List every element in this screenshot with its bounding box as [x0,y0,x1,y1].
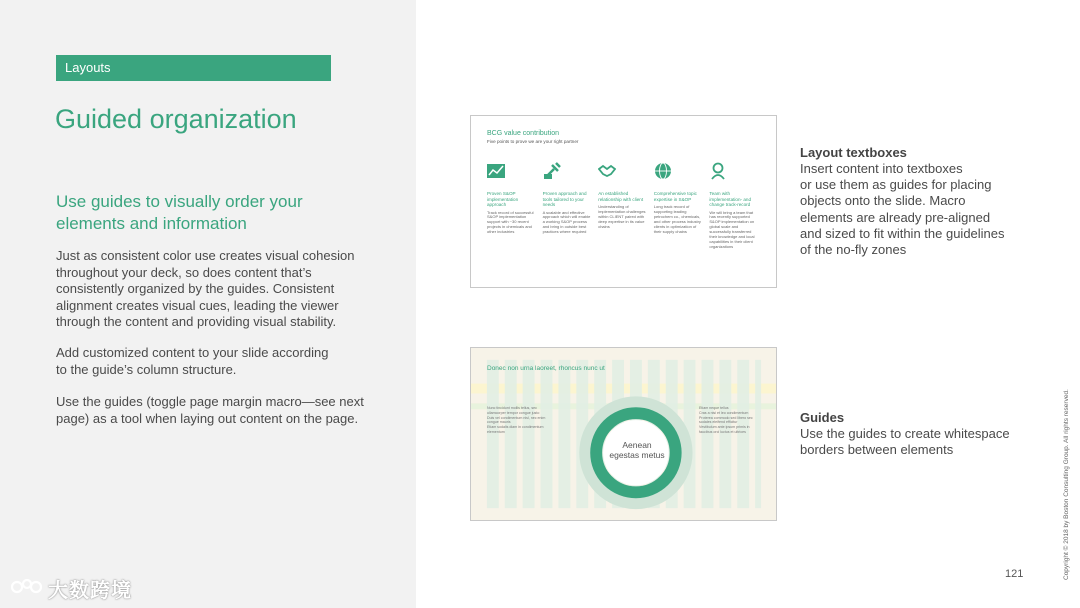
thumb-title: BCG value contribution [487,130,559,137]
thumb-column-title: An established relationship with client [598,191,644,202]
thumb-column-body: Long track record of supporting leading petrochem co., chemicals, and other process industry clients in optimization of their supply chains [653,204,701,234]
body-paragraph-3: Use the guides (toggle page margin macro—see next page) as a tool when laying out content on the page. [56,394,364,426]
thumb-subtitle: Five points to prove we are your right partner [487,139,579,144]
guides-thumb-title: Donec non urna laoreet, rhoncus nunc ut [487,365,605,372]
thumb-column [543,162,593,272]
guides-thumb-line: elementum [487,429,505,434]
thumb-columns [487,162,759,272]
guides-thumb-line: Duis vel condimentum nisl, nec enim [487,415,546,420]
guides-thumb-line: Cras a nisi et leo condimentum [699,410,749,415]
thumb-column [709,162,759,272]
chart-icon [487,162,505,180]
guides-thumb-line: Etiam sodalis diam in condimentum [487,425,544,430]
copyright-notice [1063,350,1075,580]
guides-thumb-left-column [487,406,552,435]
section-tag: Layouts [56,55,331,81]
subheading: Use guides to visually order your elements and information [56,192,303,233]
guides-thumb-line: ullamcorper tempor congue justo [487,410,540,415]
guides-thumb-line: sodales eleifend efficitur [699,420,738,425]
tools-icon [543,162,561,180]
body-paragraph-2: Add customized content to your slide according to the guide’s column structure. [56,345,329,377]
handshake-icon [598,162,616,180]
layout-textboxes-title: Layout textboxes [800,145,907,160]
layout-textboxes-thumbnail [470,115,777,288]
guides-title: Guides [800,410,845,425]
watermark [10,574,132,603]
thumb-column [654,162,704,272]
thumb-column-body: Track record of successful S&OP implementation support with ~30 recent projects in chemicals and other industries [487,209,534,235]
guides-thumb-line: Vestibulum ante ipsum primis in [699,425,750,430]
thumb-column [487,162,537,272]
thumb-column [598,162,648,272]
person-icon [709,162,727,180]
copyright-text: Copyright © 2018 by Boston Consulting Group. All rights reserved. [1063,389,1070,580]
watermark-text: 大数跨境 [48,580,132,602]
guides-thumb-line: Proterea commodo sed libero sec [699,415,753,420]
thumb-column-title: Comprehensive topic expertise in S&OP [653,191,697,202]
guides-thumbnail [470,347,777,521]
guides-thumb-right-column [699,406,764,435]
guides-thumb-center-text: Aenean egestas metus [609,440,665,460]
thumb-column-title: Proven S&OP implementation approach [487,191,519,207]
page-number: 121 [1005,568,1024,580]
guides-thumb-line: Nunc tincidunt mollis tellus, sec [487,406,537,410]
guides-thumb-line: congue mauris [487,420,511,425]
watermark-logo-icon [10,577,44,597]
thumb-column-body: A scalable and effective approach which will enable a working S&OP process and bring in outside best practices where required [542,209,591,235]
body-paragraph-1: Just as consistent color use creates visual cohesion throughout your deck, so does content that’s consistently organized by the guides. Consistent alignment creates visual cues, leading the viewer through the content and providing visual stability. [56,248,355,329]
guides-thumb-line: Etiam neque tellus [699,406,729,410]
thumb-column-title: Proven approach and tools tailored to your needs [542,191,587,207]
guides-description: Use the guides to create whitespace borders between elements [800,426,1010,458]
globe-icon [654,162,672,180]
layout-textboxes-description: Insert content into textboxes or use them as guides for placing objects onto the slide. Macro elements are already pre-aligned and sized to fit within the guidelines of the no-fly zones [800,161,1005,258]
thumb-column-body: Understanding of implementation challenges within CLIENT paired with deep expertise in its value chains [598,204,646,229]
guides-thumb-line: faucibus orci luctus et ultrices [699,429,746,434]
page-title: Guided organization [55,104,297,134]
thumb-column-title: Team with implementation- and change track-record [709,191,751,207]
thumb-column-body: We will bring a team that has recently supported S&OP implementation on global scale and successfully transferred their knowledge and local capabilities in their client organizations [709,209,755,249]
